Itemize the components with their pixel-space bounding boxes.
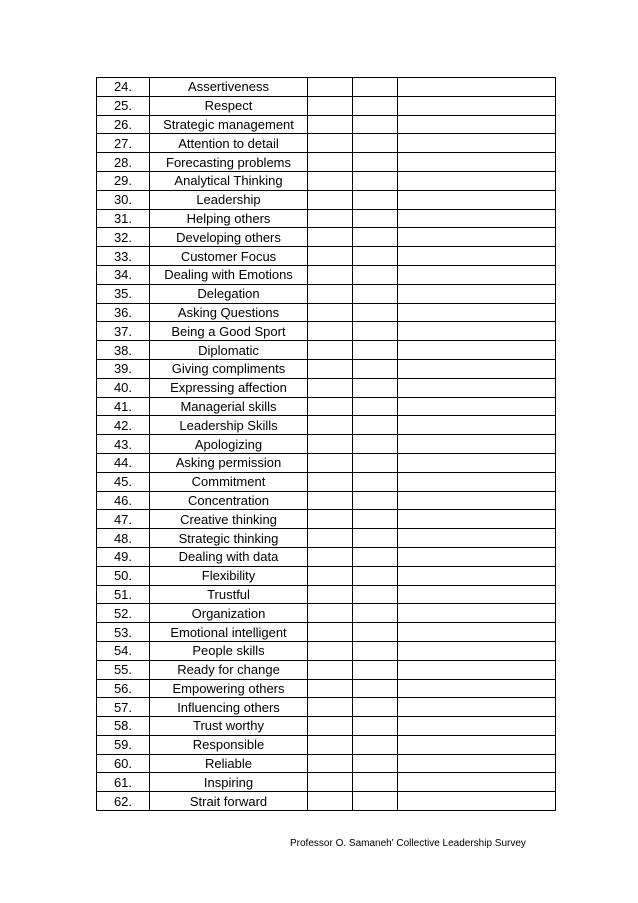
comment-cell <box>398 717 556 736</box>
row-number: 46. <box>97 491 150 510</box>
skill-name: Asking Questions <box>150 303 308 322</box>
row-number: 29. <box>97 171 150 190</box>
table-row <box>97 209 556 228</box>
rating-cell-b <box>353 623 398 642</box>
rating-cell-b <box>353 698 398 717</box>
rating-cell-b <box>353 341 398 360</box>
rating-cell-b <box>353 397 398 416</box>
table-row <box>97 303 556 322</box>
rating-cell-a <box>308 529 353 548</box>
skill-name: Analytical Thinking <box>150 171 308 190</box>
comment-cell <box>398 773 556 792</box>
rating-cell-a <box>308 491 353 510</box>
row-number: 61. <box>97 773 150 792</box>
row-number: 59. <box>97 735 150 754</box>
table-row <box>97 96 556 115</box>
skill-name: Strategic management <box>150 115 308 134</box>
table-row <box>97 153 556 172</box>
rating-cell-a <box>308 115 353 134</box>
row-number: 26. <box>97 115 150 134</box>
row-number: 45. <box>97 472 150 491</box>
table-row <box>97 284 556 303</box>
table-row <box>97 529 556 548</box>
comment-cell <box>398 679 556 698</box>
rating-cell-b <box>353 472 398 491</box>
rating-cell-a <box>308 359 353 378</box>
rating-cell-a <box>308 792 353 811</box>
skill-name: Respect <box>150 96 308 115</box>
page-footer: Professor O. Samaneh' Collective Leadership Survey <box>290 838 526 849</box>
row-number: 50. <box>97 566 150 585</box>
row-number: 52. <box>97 604 150 623</box>
rating-cell-a <box>308 228 353 247</box>
rating-cell-a <box>308 341 353 360</box>
row-number: 34. <box>97 265 150 284</box>
table-row <box>97 322 556 341</box>
rating-cell-b <box>353 435 398 454</box>
row-number: 51. <box>97 585 150 604</box>
rating-cell-a <box>308 303 353 322</box>
row-number: 35. <box>97 284 150 303</box>
comment-cell <box>398 510 556 529</box>
row-number: 40. <box>97 378 150 397</box>
survey-table-body <box>97 78 556 811</box>
row-number: 28. <box>97 153 150 172</box>
comment-cell <box>398 491 556 510</box>
skill-name: Organization <box>150 604 308 623</box>
table-row <box>97 717 556 736</box>
rating-cell-b <box>353 416 398 435</box>
comment-cell <box>398 341 556 360</box>
rating-cell-b <box>353 303 398 322</box>
table-row <box>97 247 556 266</box>
table-row <box>97 773 556 792</box>
skill-name: Expressing affection <box>150 378 308 397</box>
rating-cell-b <box>353 78 398 97</box>
skill-name: Assertiveness <box>150 78 308 97</box>
skill-name: Strategic thinking <box>150 529 308 548</box>
rating-cell-b <box>353 491 398 510</box>
rating-cell-b <box>353 115 398 134</box>
table-row <box>97 547 556 566</box>
skill-name: Apologizing <box>150 435 308 454</box>
rating-cell-b <box>353 284 398 303</box>
skill-name: Leadership <box>150 190 308 209</box>
rating-cell-b <box>353 96 398 115</box>
rating-cell-a <box>308 604 353 623</box>
skill-name: Forecasting problems <box>150 153 308 172</box>
table-row <box>97 134 556 153</box>
comment-cell <box>398 134 556 153</box>
table-row <box>97 359 556 378</box>
skill-name: Giving compliments <box>150 359 308 378</box>
rating-cell-a <box>308 378 353 397</box>
rating-cell-a <box>308 735 353 754</box>
comment-cell <box>398 585 556 604</box>
comment-cell <box>398 190 556 209</box>
comment-cell <box>398 754 556 773</box>
table-row <box>97 735 556 754</box>
rating-cell-b <box>353 679 398 698</box>
table-row <box>97 585 556 604</box>
table-row <box>97 698 556 717</box>
rating-cell-a <box>308 153 353 172</box>
table-row <box>97 416 556 435</box>
skill-name: Leadership Skills <box>150 416 308 435</box>
table-row <box>97 265 556 284</box>
comment-cell <box>398 359 556 378</box>
comment-cell <box>398 78 556 97</box>
table-row <box>97 190 556 209</box>
row-number: 33. <box>97 247 150 266</box>
comment-cell <box>398 792 556 811</box>
comment-cell <box>398 115 556 134</box>
rating-cell-b <box>353 735 398 754</box>
skill-name: Dealing with Emotions <box>150 265 308 284</box>
rating-cell-a <box>308 416 353 435</box>
rating-cell-b <box>353 378 398 397</box>
skill-name: Attention to detail <box>150 134 308 153</box>
rating-cell-a <box>308 209 353 228</box>
table-row <box>97 435 556 454</box>
row-number: 54. <box>97 641 150 660</box>
comment-cell <box>398 303 556 322</box>
rating-cell-b <box>353 134 398 153</box>
row-number: 31. <box>97 209 150 228</box>
comment-cell <box>398 604 556 623</box>
rating-cell-a <box>308 322 353 341</box>
rating-cell-a <box>308 472 353 491</box>
table-row <box>97 566 556 585</box>
comment-cell <box>398 378 556 397</box>
skill-name: Inspiring <box>150 773 308 792</box>
row-number: 44. <box>97 453 150 472</box>
skill-name: Developing others <box>150 228 308 247</box>
comment-cell <box>398 529 556 548</box>
row-number: 42. <box>97 416 150 435</box>
rating-cell-a <box>308 717 353 736</box>
rating-cell-b <box>353 153 398 172</box>
table-row <box>97 453 556 472</box>
rating-cell-b <box>353 510 398 529</box>
skill-name: Managerial skills <box>150 397 308 416</box>
comment-cell <box>398 284 556 303</box>
skill-name: Helping others <box>150 209 308 228</box>
skill-name: Empowering others <box>150 679 308 698</box>
rating-cell-a <box>308 96 353 115</box>
comment-cell <box>398 698 556 717</box>
rating-cell-a <box>308 585 353 604</box>
table-row <box>97 604 556 623</box>
rating-cell-b <box>353 717 398 736</box>
rating-cell-b <box>353 585 398 604</box>
rating-cell-b <box>353 547 398 566</box>
rating-cell-a <box>308 453 353 472</box>
row-number: 62. <box>97 792 150 811</box>
row-number: 41. <box>97 397 150 416</box>
skill-name: Asking permission <box>150 453 308 472</box>
row-number: 58. <box>97 717 150 736</box>
rating-cell-b <box>353 453 398 472</box>
row-number: 36. <box>97 303 150 322</box>
rating-cell-b <box>353 604 398 623</box>
row-number: 39. <box>97 359 150 378</box>
comment-cell <box>398 472 556 491</box>
table-row <box>97 115 556 134</box>
table-row <box>97 228 556 247</box>
skill-name: Emotional intelligent <box>150 623 308 642</box>
comment-cell <box>398 623 556 642</box>
rating-cell-a <box>308 190 353 209</box>
skill-name: Delegation <box>150 284 308 303</box>
table-row <box>97 472 556 491</box>
table-row <box>97 491 556 510</box>
comment-cell <box>398 265 556 284</box>
rating-cell-b <box>353 359 398 378</box>
rating-cell-a <box>308 397 353 416</box>
comment-cell <box>398 322 556 341</box>
comment-cell <box>398 228 556 247</box>
comment-cell <box>398 416 556 435</box>
row-number: 38. <box>97 341 150 360</box>
row-number: 57. <box>97 698 150 717</box>
rating-cell-a <box>308 435 353 454</box>
rating-cell-a <box>308 641 353 660</box>
skill-name: People skills <box>150 641 308 660</box>
comment-cell <box>398 209 556 228</box>
skill-name: Dealing with data <box>150 547 308 566</box>
comment-cell <box>398 247 556 266</box>
rating-cell-a <box>308 78 353 97</box>
comment-cell <box>398 641 556 660</box>
rating-cell-b <box>353 190 398 209</box>
row-number: 56. <box>97 679 150 698</box>
rating-cell-b <box>353 773 398 792</box>
row-number: 30. <box>97 190 150 209</box>
skill-name: Diplomatic <box>150 341 308 360</box>
rating-cell-b <box>353 209 398 228</box>
comment-cell <box>398 547 556 566</box>
rating-cell-a <box>308 265 353 284</box>
table-row <box>97 510 556 529</box>
row-number: 43. <box>97 435 150 454</box>
table-row <box>97 341 556 360</box>
skill-name: Strait forward <box>150 792 308 811</box>
table-row <box>97 171 556 190</box>
row-number: 24. <box>97 78 150 97</box>
rating-cell-a <box>308 679 353 698</box>
rating-cell-b <box>353 247 398 266</box>
table-row <box>97 397 556 416</box>
comment-cell <box>398 453 556 472</box>
rating-cell-a <box>308 247 353 266</box>
comment-cell <box>398 171 556 190</box>
table-row <box>97 78 556 97</box>
table-row <box>97 679 556 698</box>
table-row <box>97 378 556 397</box>
rating-cell-a <box>308 171 353 190</box>
skill-name: Responsible <box>150 735 308 754</box>
rating-cell-b <box>353 566 398 585</box>
rating-cell-b <box>353 754 398 773</box>
rating-cell-b <box>353 792 398 811</box>
rating-cell-b <box>353 228 398 247</box>
table-row <box>97 623 556 642</box>
row-number: 53. <box>97 623 150 642</box>
rating-cell-a <box>308 284 353 303</box>
rating-cell-b <box>353 641 398 660</box>
skill-name: Being a Good Sport <box>150 322 308 341</box>
row-number: 60. <box>97 754 150 773</box>
rating-cell-a <box>308 510 353 529</box>
table-row <box>97 660 556 679</box>
row-number: 27. <box>97 134 150 153</box>
row-number: 49. <box>97 547 150 566</box>
rating-cell-b <box>353 265 398 284</box>
rating-cell-a <box>308 754 353 773</box>
table-row <box>97 641 556 660</box>
comment-cell <box>398 435 556 454</box>
rating-cell-a <box>308 134 353 153</box>
row-number: 37. <box>97 322 150 341</box>
survey-table <box>96 77 556 811</box>
skill-name: Ready for change <box>150 660 308 679</box>
rating-cell-b <box>353 529 398 548</box>
skill-name: Flexibility <box>150 566 308 585</box>
rating-cell-a <box>308 773 353 792</box>
skill-name: Commitment <box>150 472 308 491</box>
comment-cell <box>398 153 556 172</box>
table-row <box>97 792 556 811</box>
comment-cell <box>398 735 556 754</box>
comment-cell <box>398 96 556 115</box>
row-number: 32. <box>97 228 150 247</box>
rating-cell-b <box>353 322 398 341</box>
rating-cell-b <box>353 660 398 679</box>
rating-cell-b <box>353 171 398 190</box>
skill-name: Trust worthy <box>150 717 308 736</box>
rating-cell-a <box>308 566 353 585</box>
rating-cell-a <box>308 547 353 566</box>
comment-cell <box>398 660 556 679</box>
row-number: 47. <box>97 510 150 529</box>
skill-name: Influencing others <box>150 698 308 717</box>
rating-cell-a <box>308 660 353 679</box>
skill-name: Reliable <box>150 754 308 773</box>
comment-cell <box>398 397 556 416</box>
comment-cell <box>398 566 556 585</box>
rating-cell-a <box>308 698 353 717</box>
row-number: 55. <box>97 660 150 679</box>
row-number: 25. <box>97 96 150 115</box>
table-row <box>97 754 556 773</box>
row-number: 48. <box>97 529 150 548</box>
rating-cell-a <box>308 623 353 642</box>
skill-name: Concentration <box>150 491 308 510</box>
skill-name: Trustful <box>150 585 308 604</box>
skill-name: Creative thinking <box>150 510 308 529</box>
skill-name: Customer Focus <box>150 247 308 266</box>
